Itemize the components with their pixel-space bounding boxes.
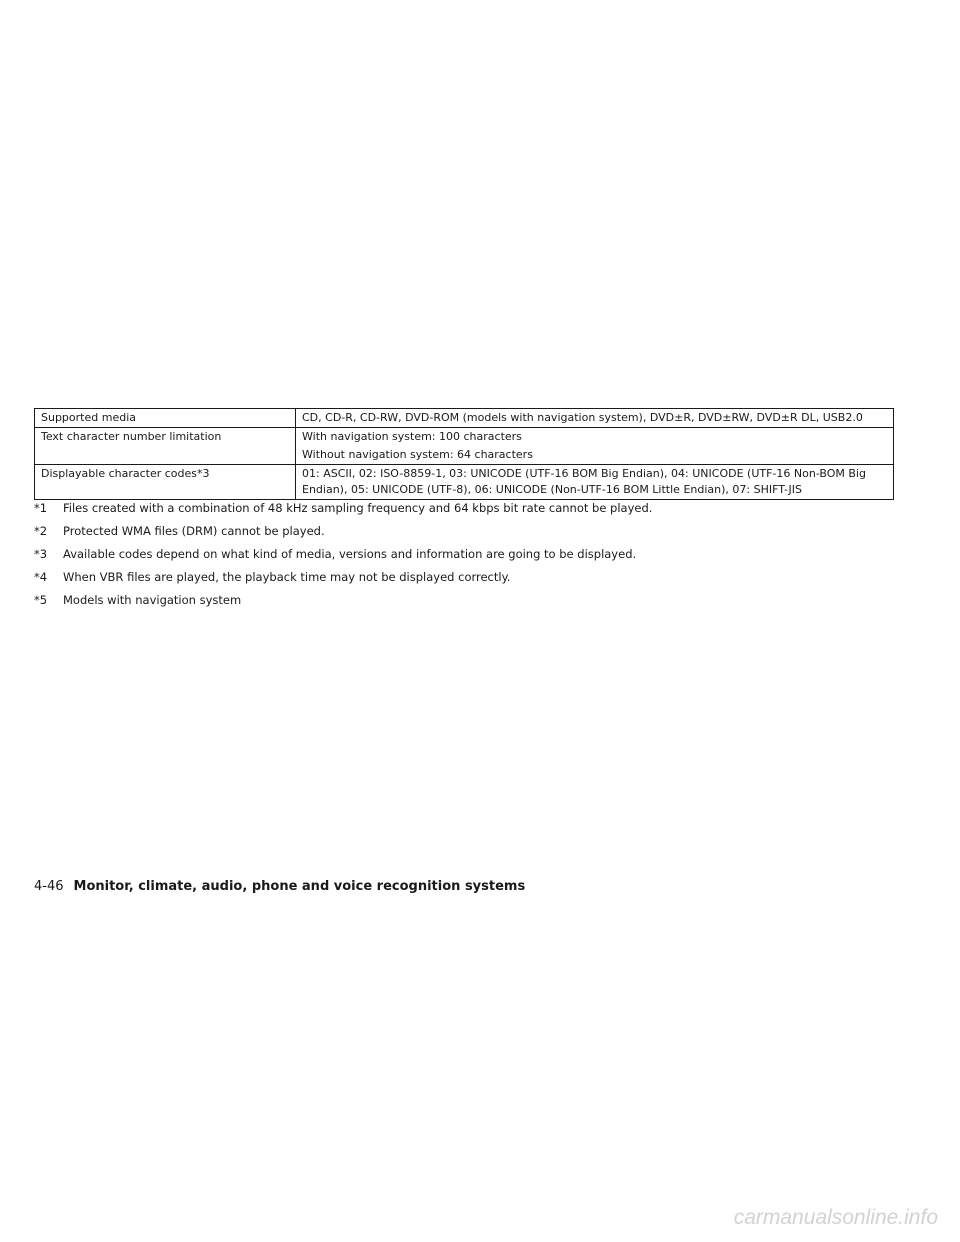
footnote-text: Files created with a combination of 48 kHz sampling frequency and 64 kbps bit rate cannot be played. bbox=[63, 501, 653, 515]
footnote-text: Models with navigation system bbox=[63, 593, 242, 607]
footnote-mark: *2 bbox=[34, 524, 48, 538]
footnote-item bbox=[34, 546, 914, 562]
footnote-mark: *4 bbox=[34, 570, 48, 584]
row-label: Text character number limitation bbox=[35, 428, 296, 465]
row-label: Supported media bbox=[35, 409, 296, 428]
row-label: Displayable character codes*3 bbox=[35, 465, 296, 500]
row-value-line: Without navigation system: 64 characters bbox=[302, 448, 533, 461]
table-row bbox=[35, 428, 894, 465]
footnote-text: When VBR files are played, the playback time may not be displayed correctly. bbox=[63, 570, 511, 584]
footnote-text: Protected WMA files (DRM) cannot be played. bbox=[63, 524, 325, 538]
watermark: carmanualsonline.info bbox=[733, 1206, 938, 1229]
row-value bbox=[296, 409, 894, 428]
row-value-line: CD, CD-R, CD-RW, DVD-ROM (models with navigation system), DVD±R, DVD±RW, DVD±R DL, USB2.0 bbox=[302, 411, 863, 424]
footnote-mark: *1 bbox=[34, 501, 48, 515]
footnote-mark: *5 bbox=[34, 593, 48, 607]
table-row bbox=[35, 409, 894, 428]
footnote-item bbox=[34, 523, 914, 539]
row-value-line: 01: ASCII, 02: ISO-8859-1, 03: UNICODE (UTF-16 BOM Big Endian), 04: UNICODE (UTF-16 Non-BOM Big Endian), 05: UNICODE (UTF-8), 06: UNICODE (Non-UTF-16 BOM Little Endian), 07: SHIFT-JIS bbox=[302, 467, 866, 496]
footnote-item bbox=[34, 500, 914, 516]
row-value bbox=[296, 428, 894, 465]
page-number: 4-46 bbox=[34, 879, 64, 894]
footnote-item bbox=[34, 592, 914, 608]
row-value bbox=[296, 465, 894, 500]
footnote-mark: *3 bbox=[34, 547, 48, 561]
media-spec-table bbox=[34, 408, 894, 500]
page-footer bbox=[34, 879, 525, 895]
footnotes bbox=[34, 500, 914, 615]
table-row bbox=[35, 465, 894, 500]
row-value-line: With navigation system: 100 characters bbox=[302, 430, 522, 443]
footnote-text: Available codes depend on what kind of media, versions and information are going to be displayed. bbox=[63, 547, 637, 561]
footnote-item bbox=[34, 569, 914, 585]
section-title: Monitor, climate, audio, phone and voice recognition systems bbox=[73, 879, 526, 894]
